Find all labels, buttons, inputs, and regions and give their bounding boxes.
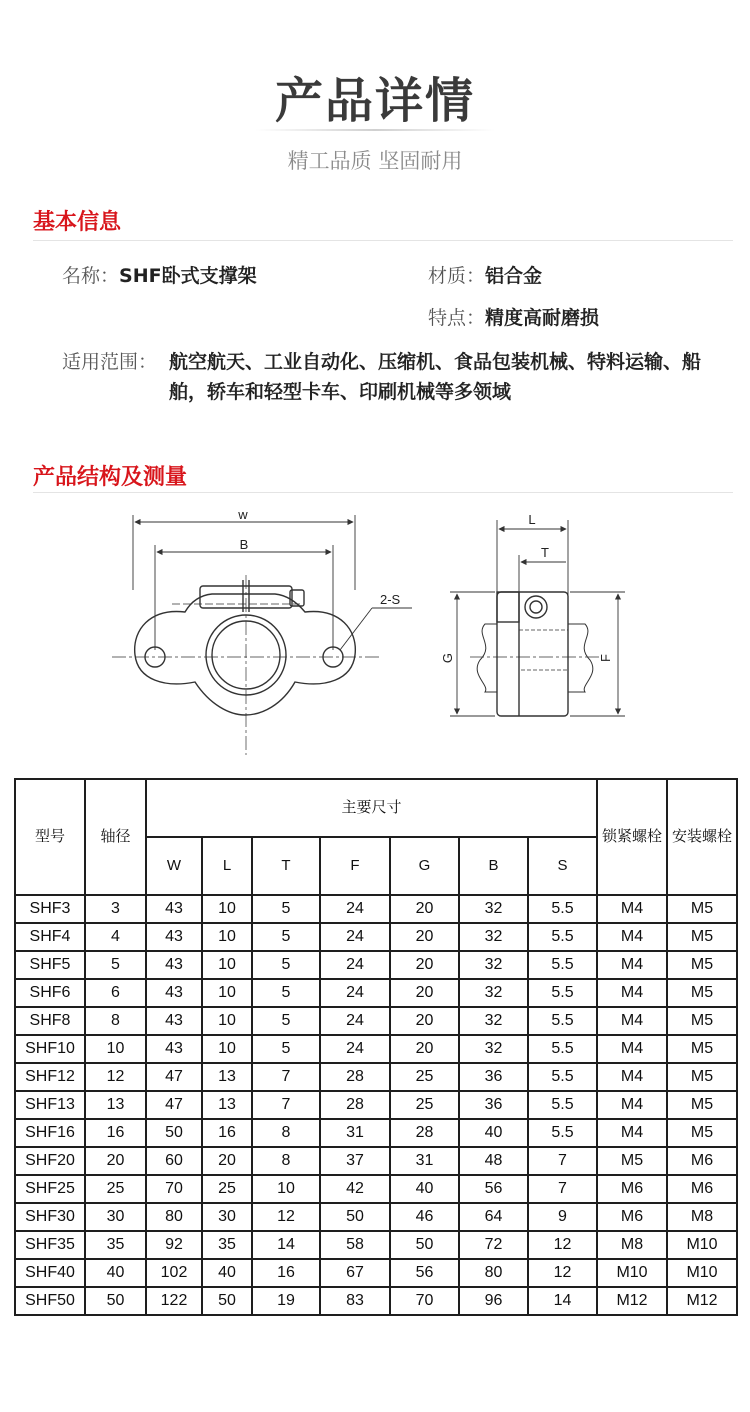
- table-cell: M4: [597, 1007, 667, 1035]
- table-cell: M12: [597, 1287, 667, 1315]
- usage-row: [62, 347, 709, 407]
- table-cell: 20: [85, 1147, 146, 1175]
- table-cell: 24: [320, 1007, 390, 1035]
- table-cell: SHF20: [15, 1147, 85, 1175]
- table-cell: 12: [85, 1063, 146, 1091]
- spec-table-body: [15, 895, 737, 1315]
- header-dim-b: B: [459, 837, 528, 895]
- table-cell: 20: [390, 895, 459, 923]
- table-cell: M5: [667, 1063, 737, 1091]
- table-cell: 24: [320, 895, 390, 923]
- table-cell: 9: [528, 1203, 597, 1231]
- table-cell: 10: [252, 1175, 320, 1203]
- table-cell: M10: [667, 1231, 737, 1259]
- table-cell: 50: [202, 1287, 252, 1315]
- table-cell: 72: [459, 1231, 528, 1259]
- table-cell: 7: [528, 1147, 597, 1175]
- table-cell: M10: [667, 1259, 737, 1287]
- table-cell: 43: [146, 1007, 202, 1035]
- table-cell: 50: [146, 1119, 202, 1147]
- table-cell: 28: [390, 1119, 459, 1147]
- table-cell: 80: [459, 1259, 528, 1287]
- basic-info-heading: 基本信息: [33, 210, 122, 235]
- table-cell: M8: [597, 1231, 667, 1259]
- front-view: [112, 515, 412, 755]
- table-cell: M4: [597, 951, 667, 979]
- table-cell: M4: [597, 1035, 667, 1063]
- table-cell: 64: [459, 1203, 528, 1231]
- header-mount-bolt: 安装螺栓: [667, 779, 737, 895]
- table-cell: M4: [597, 1091, 667, 1119]
- table-cell: 32: [459, 951, 528, 979]
- table-cell: 70: [146, 1175, 202, 1203]
- table-cell: 14: [252, 1231, 320, 1259]
- header-shaft: 轴径: [85, 779, 146, 895]
- table-cell: SHF25: [15, 1175, 85, 1203]
- table-row: [15, 1175, 737, 1203]
- table-cell: 50: [320, 1203, 390, 1231]
- table-cell: 5: [252, 979, 320, 1007]
- table-cell: 16: [252, 1259, 320, 1287]
- table-cell: M5: [597, 1147, 667, 1175]
- table-cell: 10: [202, 1007, 252, 1035]
- table-cell: 13: [85, 1091, 146, 1119]
- table-cell: 58: [320, 1231, 390, 1259]
- table-cell: 36: [459, 1091, 528, 1119]
- table-cell: SHF12: [15, 1063, 85, 1091]
- table-cell: M8: [667, 1203, 737, 1231]
- table-cell: 56: [459, 1175, 528, 1203]
- table-cell: 24: [320, 923, 390, 951]
- title-divider: [255, 129, 495, 131]
- table-row: [15, 1259, 737, 1287]
- table-row: [15, 1147, 737, 1175]
- table-cell: 25: [85, 1175, 146, 1203]
- table-cell: 43: [146, 1035, 202, 1063]
- header-model: 型号: [15, 779, 85, 895]
- table-row: [15, 1119, 737, 1147]
- material-value: 铝合金: [485, 265, 543, 287]
- table-cell: 40: [459, 1119, 528, 1147]
- dim-label-f: F: [598, 654, 613, 662]
- table-cell: SHF10: [15, 1035, 85, 1063]
- table-cell: M4: [597, 979, 667, 1007]
- material-row: [428, 261, 542, 288]
- table-cell: M5: [667, 1091, 737, 1119]
- table-cell: 35: [85, 1231, 146, 1259]
- table-cell: M5: [667, 895, 737, 923]
- table-cell: 56: [390, 1259, 459, 1287]
- technical-drawing: [0, 500, 750, 770]
- table-cell: 60: [146, 1147, 202, 1175]
- table-cell: 8: [252, 1119, 320, 1147]
- table-cell: 12: [252, 1203, 320, 1231]
- table-cell: 43: [146, 895, 202, 923]
- table-cell: M5: [667, 951, 737, 979]
- table-cell: 102: [146, 1259, 202, 1287]
- table-cell: M6: [597, 1203, 667, 1231]
- table-cell: 10: [202, 1035, 252, 1063]
- table-cell: 28: [320, 1063, 390, 1091]
- table-cell: M4: [597, 895, 667, 923]
- table-cell: M5: [667, 1035, 737, 1063]
- table-cell: 50: [85, 1287, 146, 1315]
- table-cell: M5: [667, 1119, 737, 1147]
- table-cell: M10: [597, 1259, 667, 1287]
- feature-row: [428, 303, 599, 330]
- dim-label-l: L: [528, 512, 536, 527]
- table-cell: 46: [390, 1203, 459, 1231]
- material-label: 材质：: [428, 265, 486, 287]
- dim-label-t: T: [541, 545, 549, 560]
- table-cell: 5.5: [528, 895, 597, 923]
- page-subtitle: 精工品质 坚固耐用: [287, 149, 463, 173]
- side-view: [450, 520, 625, 716]
- table-cell: 37: [320, 1147, 390, 1175]
- table-cell: 32: [459, 1035, 528, 1063]
- table-row: [15, 979, 737, 1007]
- table-cell: 5.5: [528, 923, 597, 951]
- table-cell: 122: [146, 1287, 202, 1315]
- table-cell: M5: [667, 923, 737, 951]
- table-cell: 5.5: [528, 1035, 597, 1063]
- table-row: [15, 923, 737, 951]
- table-cell: 30: [202, 1203, 252, 1231]
- table-cell: 31: [320, 1119, 390, 1147]
- table-cell: 20: [390, 979, 459, 1007]
- table-cell: 7: [528, 1175, 597, 1203]
- header-dim-w: W: [146, 837, 202, 895]
- table-cell: SHF13: [15, 1091, 85, 1119]
- table-cell: 4: [85, 923, 146, 951]
- spec-table: [14, 778, 738, 1316]
- table-cell: M4: [597, 1063, 667, 1091]
- dim-label-w: w: [238, 507, 248, 522]
- table-cell: 5: [252, 1007, 320, 1035]
- header-dim-l: L: [202, 837, 252, 895]
- table-row: [15, 951, 737, 979]
- table-cell: 20: [390, 1007, 459, 1035]
- table-cell: 32: [459, 1007, 528, 1035]
- name-row: [62, 261, 257, 288]
- table-cell: 5: [252, 1035, 320, 1063]
- structure-heading: 产品结构及测量: [33, 465, 188, 490]
- table-cell: SHF40: [15, 1259, 85, 1287]
- basic-info-divider: [33, 240, 733, 241]
- table-cell: 20: [390, 951, 459, 979]
- feature-label: 特点：: [428, 307, 486, 329]
- table-cell: 20: [390, 1035, 459, 1063]
- table-cell: M5: [667, 1007, 737, 1035]
- table-row: [15, 1287, 737, 1315]
- table-cell: M12: [667, 1287, 737, 1315]
- table-cell: 8: [252, 1147, 320, 1175]
- table-cell: 25: [390, 1091, 459, 1119]
- table-cell: 48: [459, 1147, 528, 1175]
- table-cell: 10: [85, 1035, 146, 1063]
- table-cell: 31: [390, 1147, 459, 1175]
- table-cell: M6: [597, 1175, 667, 1203]
- table-row: [15, 1203, 737, 1231]
- table-cell: 13: [202, 1063, 252, 1091]
- table-cell: 5.5: [528, 1119, 597, 1147]
- table-cell: 5.5: [528, 1007, 597, 1035]
- table-cell: 5.5: [528, 979, 597, 1007]
- structure-divider: [33, 492, 733, 493]
- table-cell: 43: [146, 979, 202, 1007]
- table-row: [15, 1231, 737, 1259]
- table-cell: 5: [85, 951, 146, 979]
- table-cell: 28: [320, 1091, 390, 1119]
- table-row: [15, 1091, 737, 1119]
- table-cell: 20: [202, 1147, 252, 1175]
- table-cell: 6: [85, 979, 146, 1007]
- dim-label-s: 2-S: [380, 592, 401, 607]
- usage-value: 航空航天、工业自动化、压缩机、食品包装机械、特料运输、船舶，轿车和轻型卡车、印刷机械等多领域: [169, 351, 702, 403]
- dim-label-b: B: [239, 537, 249, 552]
- table-cell: 43: [146, 951, 202, 979]
- name-label: 名称：: [62, 265, 120, 287]
- table-cell: 83: [320, 1287, 390, 1315]
- header-dim-f: F: [320, 837, 390, 895]
- table-cell: 16: [85, 1119, 146, 1147]
- table-row: [15, 1007, 737, 1035]
- table-cell: 32: [459, 895, 528, 923]
- table-cell: 14: [528, 1287, 597, 1315]
- table-row: [15, 895, 737, 923]
- table-cell: SHF5: [15, 951, 85, 979]
- dim-label-g: G: [440, 652, 455, 664]
- table-cell: 20: [390, 923, 459, 951]
- table-cell: 3: [85, 895, 146, 923]
- table-cell: 47: [146, 1063, 202, 1091]
- table-cell: 92: [146, 1231, 202, 1259]
- table-cell: 32: [459, 923, 528, 951]
- table-cell: M4: [597, 923, 667, 951]
- table-cell: SHF3: [15, 895, 85, 923]
- table-cell: M6: [667, 1147, 737, 1175]
- table-cell: 12: [528, 1231, 597, 1259]
- table-cell: SHF6: [15, 979, 85, 1007]
- table-cell: 12: [528, 1259, 597, 1287]
- table-cell: 40: [202, 1259, 252, 1287]
- table-cell: 24: [320, 1035, 390, 1063]
- table-cell: 47: [146, 1091, 202, 1119]
- table-cell: 24: [320, 951, 390, 979]
- table-cell: SHF30: [15, 1203, 85, 1231]
- table-cell: SHF50: [15, 1287, 85, 1315]
- table-cell: 96: [459, 1287, 528, 1315]
- table-cell: M5: [667, 979, 737, 1007]
- table-cell: 40: [390, 1175, 459, 1203]
- table-cell: 13: [202, 1091, 252, 1119]
- table-cell: 16: [202, 1119, 252, 1147]
- table-cell: 5: [252, 895, 320, 923]
- table-cell: 32: [459, 979, 528, 1007]
- table-cell: 10: [202, 895, 252, 923]
- header-lock-bolt: 锁紧螺栓: [597, 779, 667, 895]
- header-dim-t: T: [252, 837, 320, 895]
- table-cell: M6: [667, 1175, 737, 1203]
- table-cell: SHF16: [15, 1119, 85, 1147]
- table-cell: 5.5: [528, 1063, 597, 1091]
- table-cell: SHF8: [15, 1007, 85, 1035]
- table-cell: 10: [202, 979, 252, 1007]
- table-cell: 40: [85, 1259, 146, 1287]
- table-cell: 30: [85, 1203, 146, 1231]
- name-value: SHF卧式支撑架: [119, 265, 257, 287]
- table-cell: 24: [320, 979, 390, 1007]
- page-title: 产品详情: [274, 73, 475, 129]
- usage-label: 适用范围：: [62, 351, 158, 373]
- table-cell: M4: [597, 1119, 667, 1147]
- table-cell: 25: [390, 1063, 459, 1091]
- table-cell: SHF35: [15, 1231, 85, 1259]
- table-cell: 42: [320, 1175, 390, 1203]
- table-cell: 67: [320, 1259, 390, 1287]
- table-cell: 5.5: [528, 1091, 597, 1119]
- table-cell: 10: [202, 923, 252, 951]
- table-cell: 8: [85, 1007, 146, 1035]
- table-row: [15, 1035, 737, 1063]
- table-cell: 70: [390, 1287, 459, 1315]
- table-cell: 36: [459, 1063, 528, 1091]
- table-cell: 50: [390, 1231, 459, 1259]
- table-cell: 25: [202, 1175, 252, 1203]
- table-cell: SHF4: [15, 923, 85, 951]
- table-cell: 7: [252, 1091, 320, 1119]
- header-dim-s: S: [528, 837, 597, 895]
- table-cell: 43: [146, 923, 202, 951]
- table-cell: 10: [202, 951, 252, 979]
- table-cell: 5: [252, 923, 320, 951]
- table-cell: 5.5: [528, 951, 597, 979]
- header-main-dims: 主要尺寸: [146, 779, 597, 837]
- table-cell: 80: [146, 1203, 202, 1231]
- table-row: [15, 1063, 737, 1091]
- table-cell: 5: [252, 951, 320, 979]
- table-cell: 7: [252, 1063, 320, 1091]
- feature-value: 精度高耐磨损: [485, 307, 600, 329]
- header-dim-g: G: [390, 837, 459, 895]
- table-cell: 19: [252, 1287, 320, 1315]
- table-cell: 35: [202, 1231, 252, 1259]
